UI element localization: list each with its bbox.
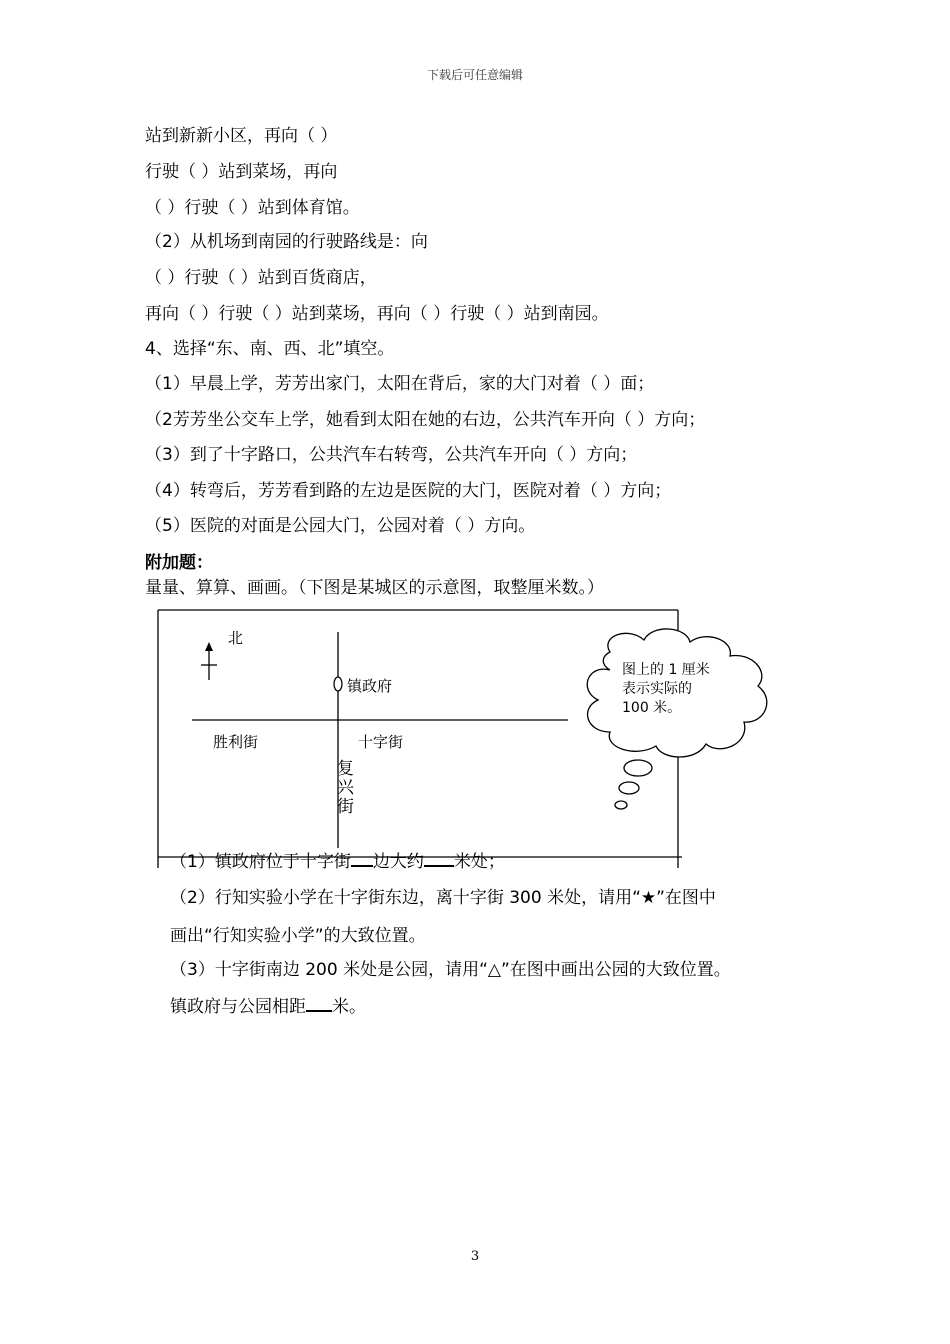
question-3: （3）十字街南边 200 米处是公园，请用“△”在图中画出公园的大致位置。	[170, 960, 731, 980]
north-arrow-icon	[201, 642, 217, 680]
text-line: （ ）行驶（ ）站到体育馆。	[145, 198, 360, 218]
question-2-cont: 画出“行知实验小学”的大致位置。	[170, 926, 426, 946]
text-line: 站到新新小区，再向（ ）	[145, 126, 338, 146]
answer-blank[interactable]	[306, 994, 332, 1012]
text-line: （3）到了十字路口，公共汽车右转弯，公共汽车开向（ ）方向；	[145, 445, 638, 465]
text-line: （4）转弯后，芳芳看到路的左边是医院的大门，医院对着（ ）方向；	[145, 481, 672, 501]
answer-blank[interactable]	[424, 849, 454, 867]
answer-blank[interactable]	[351, 849, 373, 867]
extra-intro: 量量、算算、画画。（下图是某城区的示意图，取整厘米数。）	[145, 578, 604, 598]
question-2: （2）行知实验小学在十字街东边，离十字街 300 米处，请用“★”在图中	[170, 888, 716, 908]
cloud-text: 图上的 1 厘米表示实际的 100 米。	[622, 662, 710, 716]
question-3-cont	[170, 994, 366, 1019]
question-3-part: 镇政府与公园相距	[170, 997, 306, 1017]
text-line: 行驶（ ）站到菜场，再向	[145, 162, 338, 182]
gov-label: 镇政府	[347, 677, 393, 695]
fuxing-street-label: 复兴街	[337, 759, 354, 817]
page-number: 3	[470, 1249, 480, 1264]
gov-marker	[334, 677, 342, 691]
question-1	[170, 849, 505, 874]
north-label: 北	[228, 629, 244, 647]
question-3-part: 米。	[332, 997, 366, 1017]
question-1-part: （1）镇政府位于十字街	[170, 852, 351, 872]
text-line: （ ）行驶（ ）站到百货商店，	[145, 268, 377, 288]
text-line: （2芳芳坐公交车上学，她看到太阳在她的右边，公共汽车开向（ ）方向；	[145, 410, 706, 430]
text-line: （2）从机场到南园的行驶路线是：向	[145, 232, 428, 252]
question-1-part: 米处；	[453, 852, 505, 872]
text-line: 再向（ ）行驶（ ）站到菜场，再向（ ）行驶（ ）站到南园。	[145, 304, 609, 324]
extra-title: 附加题：	[145, 553, 213, 573]
shengli-street-label: 胜利街	[213, 733, 259, 751]
thought-cloud-icon	[587, 629, 767, 809]
question-1-part: 边大约	[372, 852, 424, 872]
question-title: 4、选择“东、南、西、北”填空。	[145, 339, 395, 359]
page-header: 下载后可任意编辑	[426, 68, 523, 82]
text-line: （1）早晨上学，芳芳出家门，太阳在背后，家的大门对着（ ）面；	[145, 374, 655, 394]
text-line: （5）医院的对面是公园大门，公园对着（ ）方向。	[145, 516, 536, 536]
shizi-street-label: 十字街	[358, 733, 404, 751]
